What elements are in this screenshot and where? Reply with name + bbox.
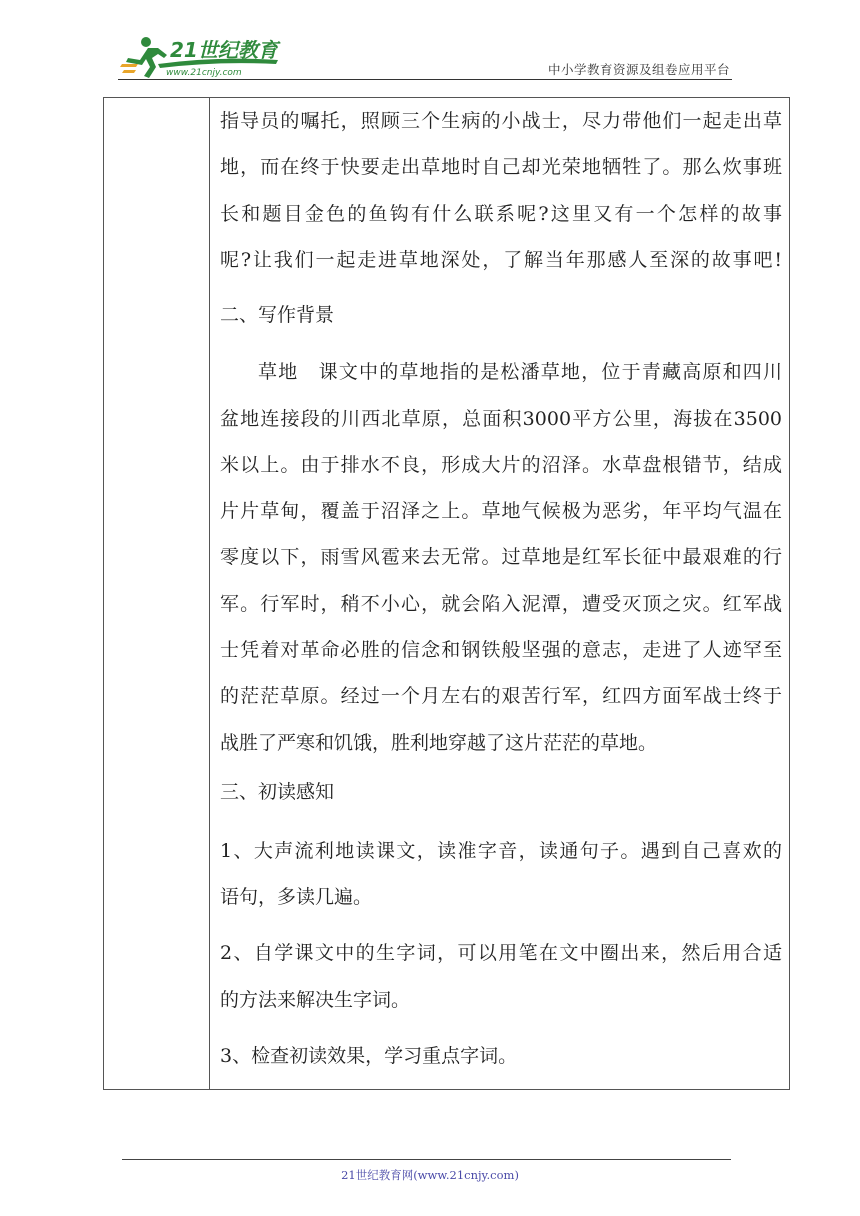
section-heading-first-reading: 三、初读感知 <box>220 781 335 803</box>
platform-name: 中小学教育资源及组卷应用平台 <box>547 62 730 77</box>
footer-divider <box>122 1159 731 1160</box>
step-line: 的方法来解决生字词。 <box>220 989 411 1011</box>
background-line: 片片草甸，覆盖于沼泽之上。草地气候极为恶劣，年平均气温在 <box>220 500 782 522</box>
background-line: 米以上。由于排水不良，形成大片的沼泽。水草盘根错节，结成 <box>220 454 782 476</box>
lesson-table <box>103 97 790 1090</box>
footer-link[interactable]: 21世纪教育网(www.21cnjy.com) <box>341 1168 519 1182</box>
background-line: 军。行军时，稍不小心，就会陷入泥潭，遭受灭顶之灾。红军战 <box>220 593 782 615</box>
header-divider <box>118 79 732 80</box>
table-left-column <box>104 98 210 1089</box>
logo-text: 21世纪教育 <box>170 38 278 62</box>
background-line: 士凭着对革命必胜的信念和钢铁般坚强的意志，走进了人迹罕至 <box>220 639 782 661</box>
step-line: 语句，多读几遍。 <box>220 886 373 908</box>
background-line: 草地 课文中的草地指的是松潘草地，位于青藏高原和四川 <box>258 361 782 383</box>
page-header <box>0 0 860 90</box>
logo-url: www.21cnjy.com <box>166 68 242 78</box>
background-line: 战胜了严寒和饥饿，胜利地穿越了这片茫茫的草地。 <box>220 732 658 754</box>
site-logo[interactable] <box>118 34 288 80</box>
intro-line: 指导员的嘱托，照顾三个生病的小战士，尽力带他们一起走出草 <box>220 110 782 132</box>
background-line: 的茫茫草原。经过一个月左右的艰苦行军，红四方面军战士终于 <box>220 685 782 707</box>
background-line: 盆地连接段的川西北草原，总面积3000平方公里，海拔在3500 <box>220 408 782 430</box>
step-line: 2、自学课文中的生字词，可以用笔在文中圈出来，然后用合适 <box>220 942 782 964</box>
section-heading-background: 二、写作背景 <box>220 304 335 326</box>
runner-icon <box>118 34 288 80</box>
background-line: 零度以下，雨雪风雹来去无常。过草地是红军长征中最艰难的行 <box>220 546 782 568</box>
intro-line: 呢?让我们一起走进草地深处，了解当年那感人至深的故事吧! <box>220 249 782 271</box>
intro-line: 地，而在终于快要走出草地时自己却光荣地牺牲了。那么炊事班 <box>220 156 782 178</box>
step-line: 1、大声流利地读课文，读准字音，读通句子。遇到自己喜欢的 <box>220 840 782 862</box>
step-line: 3、检查初读效果，学习重点字词。 <box>220 1045 518 1067</box>
intro-line: 长和题目金色的鱼钩有什么联系呢?这里又有一个怎样的故事 <box>220 203 782 225</box>
